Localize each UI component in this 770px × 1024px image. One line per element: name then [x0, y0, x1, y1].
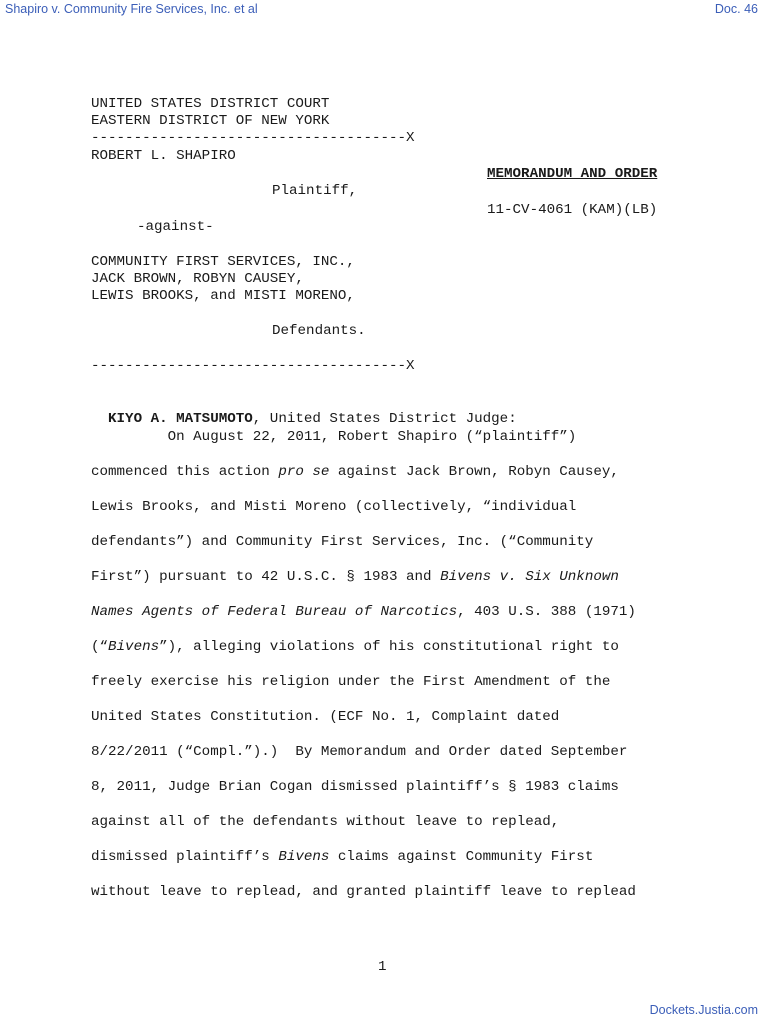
body-line: [91, 778, 619, 796]
against-label: -against-: [137, 219, 214, 235]
judge-title: , United States District Judge:: [252, 411, 517, 427]
document-title: MEMORANDUM AND ORDER: [487, 166, 658, 182]
body-line: [91, 568, 619, 586]
body-text: freely exercise his religion under the First Amendment of the: [91, 674, 611, 690]
body-text: defendants”) and Community First Services, Inc. (“Community: [91, 534, 594, 550]
italic-text: Names Agents of Federal Bureau of Narcotics: [91, 604, 458, 620]
italic-text: pro se: [278, 464, 330, 480]
body-text: without leave to replead, and granted plaintiff leave to replead: [91, 884, 636, 900]
body-line: [91, 638, 619, 656]
body-text: 8, 2011, Judge Brian Cogan dismissed plaintiff’s § 1983 claims: [91, 779, 619, 795]
plaintiff-name: ROBERT L. SHAPIRO: [91, 148, 236, 164]
body-text: against all of the defendants without leave to replead,: [91, 814, 560, 830]
body-text: , 403 U.S. 388 (1971): [457, 604, 636, 620]
body-text: Lewis Brooks, and Misti Moreno (collectively, “individual: [91, 499, 577, 515]
italic-text: Bivens: [108, 639, 160, 655]
plaintiff-role: Plaintiff,: [272, 183, 358, 199]
justia-source-link[interactable]: Dockets.Justia.com: [649, 1003, 758, 1017]
body-text: commenced this action: [91, 464, 279, 480]
body-text: 8/22/2011 (“Compl.”).) By Memorandum and Order dated September: [91, 744, 628, 760]
case-title-link[interactable]: Shapiro v. Community Fire Services, Inc. et al: [5, 2, 258, 16]
defendants-role: Defendants.: [272, 323, 366, 339]
body-line: [91, 463, 619, 481]
body-line: [91, 673, 610, 691]
judge-line: [91, 392, 517, 428]
body-line: [91, 743, 627, 761]
body-line: [91, 533, 593, 551]
court-name-line1: UNITED STATES DISTRICT COURT: [91, 96, 330, 112]
docket-number-link[interactable]: Doc. 46: [714, 2, 758, 16]
body-line: [91, 603, 636, 621]
body-text: ”), alleging violations of his constitutional right to: [159, 639, 619, 655]
court-name-line2: EASTERN DISTRICT OF NEW YORK: [91, 113, 330, 129]
body-line: [91, 883, 636, 901]
body-line: [91, 813, 559, 831]
body-line: [91, 498, 576, 516]
page-number: 1: [378, 959, 387, 975]
judge-name: KIYO A. MATSUMOTO: [108, 411, 253, 427]
defendants-line1: COMMUNITY FIRST SERVICES, INC.,: [91, 254, 355, 270]
body-text: United States Constitution. (ECF No. 1, Complaint dated: [91, 709, 560, 725]
defendants-line3: LEWIS BROOKS, and MISTI MORENO,: [91, 288, 355, 304]
body-text: claims against Community First: [329, 849, 594, 865]
body-text: against Jack Brown, Robyn Causey,: [329, 464, 619, 480]
caption-divider-bottom: -------------------------------------X: [91, 358, 415, 374]
italic-text: Bivens: [278, 849, 330, 865]
body-text: On August 22, 2011, Robert Shapiro (“plaintiff”): [91, 429, 577, 445]
italic-text: Bivens v. Six Unknown: [440, 569, 619, 585]
body-line: [91, 428, 576, 446]
body-line: [91, 848, 593, 866]
defendants-line2: JACK BROWN, ROBYN CAUSEY,: [91, 271, 304, 287]
caption-divider-top: -------------------------------------X: [91, 130, 415, 146]
body-text: dismissed plaintiff’s: [91, 849, 279, 865]
case-number: 11-CV-4061 (KAM)(LB): [487, 202, 658, 218]
body-text: (“: [91, 639, 109, 655]
body-line: [91, 708, 559, 726]
body-text: First”) pursuant to 42 U.S.C. § 1983 and: [91, 569, 441, 585]
